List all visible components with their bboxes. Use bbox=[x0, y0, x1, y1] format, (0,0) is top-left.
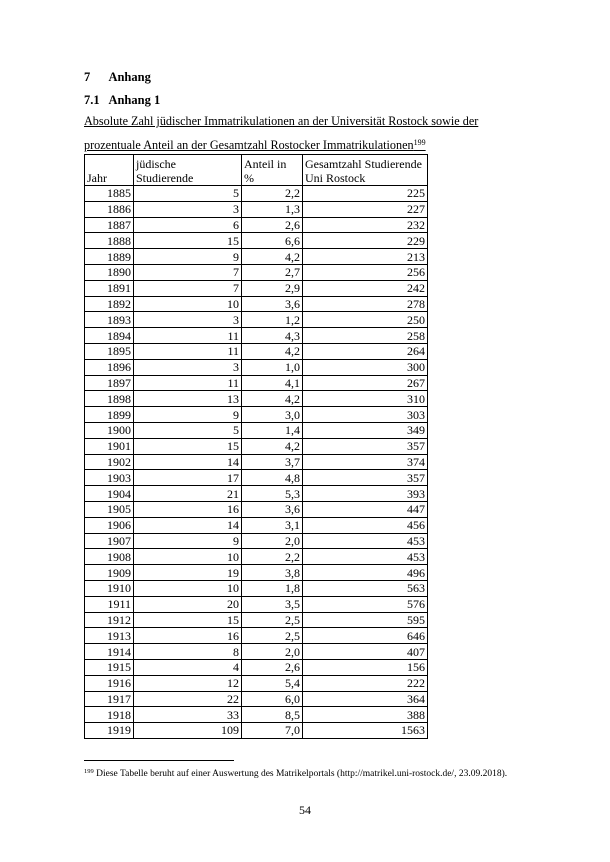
footnote-reference[interactable]: 199 bbox=[413, 138, 426, 147]
table-row bbox=[85, 659, 428, 675]
table-row bbox=[85, 596, 428, 612]
cell-juedische-studierende: 17 bbox=[134, 470, 242, 486]
table-row bbox=[85, 533, 428, 549]
cell-juedische-studierende: 15 bbox=[134, 612, 242, 628]
cell-jahr: 1887 bbox=[85, 217, 134, 233]
header-anteil bbox=[242, 155, 303, 186]
cell-juedische-studierende: 12 bbox=[134, 675, 242, 691]
caption-line-2-text: prozentuale Anteil an der Gesamtzahl Rostocker Immatrikulationen bbox=[84, 138, 414, 152]
cell-jahr: 1913 bbox=[85, 628, 134, 644]
cell-juedische-studierende: 9 bbox=[134, 533, 242, 549]
table-row bbox=[85, 249, 428, 265]
cell-anteil: 5,3 bbox=[242, 486, 303, 502]
cell-juedische-studierende: 14 bbox=[134, 517, 242, 533]
cell-juedische-studierende: 10 bbox=[134, 549, 242, 565]
cell-juedische-studierende: 3 bbox=[134, 201, 242, 217]
cell-gesamtzahl: 357 bbox=[303, 438, 428, 454]
cell-anteil: 2,6 bbox=[242, 659, 303, 675]
cell-jahr: 1888 bbox=[85, 233, 134, 249]
cell-juedische-studierende: 21 bbox=[134, 486, 242, 502]
cell-anteil: 3,0 bbox=[242, 407, 303, 423]
cell-gesamtzahl: 388 bbox=[303, 707, 428, 723]
cell-jahr: 1905 bbox=[85, 501, 134, 517]
cell-juedische-studierende: 3 bbox=[134, 359, 242, 375]
cell-gesamtzahl: 222 bbox=[303, 675, 428, 691]
cell-jahr: 1898 bbox=[85, 391, 134, 407]
cell-anteil: 2,0 bbox=[242, 533, 303, 549]
cell-juedische-studierende: 33 bbox=[134, 707, 242, 723]
header-juedische-line1: jüdische bbox=[136, 157, 176, 171]
cell-gesamtzahl: 250 bbox=[303, 312, 428, 328]
cell-anteil: 5,4 bbox=[242, 675, 303, 691]
table-row bbox=[85, 470, 428, 486]
cell-anteil: 6,6 bbox=[242, 233, 303, 249]
table-row bbox=[85, 312, 428, 328]
cell-jahr: 1918 bbox=[85, 707, 134, 723]
subsection-heading bbox=[84, 93, 160, 108]
cell-anteil: 1,8 bbox=[242, 580, 303, 596]
table-row bbox=[85, 723, 428, 739]
cell-gesamtzahl: 646 bbox=[303, 628, 428, 644]
cell-anteil: 7,0 bbox=[242, 723, 303, 739]
cell-gesamtzahl: 496 bbox=[303, 565, 428, 581]
cell-anteil: 3,5 bbox=[242, 596, 303, 612]
footnote-text: Diese Tabelle beruht auf einer Auswertung des Matrikelportals (http://matrikel.uni-rostock.de/, 23.09.2018). bbox=[96, 769, 508, 779]
cell-anteil: 3,1 bbox=[242, 517, 303, 533]
cell-gesamtzahl: 453 bbox=[303, 533, 428, 549]
cell-jahr: 1890 bbox=[85, 264, 134, 280]
table-row bbox=[85, 233, 428, 249]
cell-gesamtzahl: 357 bbox=[303, 470, 428, 486]
cell-gesamtzahl: 407 bbox=[303, 644, 428, 660]
cell-gesamtzahl: 303 bbox=[303, 407, 428, 423]
table-row bbox=[85, 644, 428, 660]
cell-anteil: 3,6 bbox=[242, 501, 303, 517]
cell-gesamtzahl: 576 bbox=[303, 596, 428, 612]
cell-juedische-studierende: 6 bbox=[134, 217, 242, 233]
table-row bbox=[85, 407, 428, 423]
subsection-number: 7.1 bbox=[84, 93, 100, 107]
cell-jahr: 1906 bbox=[85, 517, 134, 533]
table-row bbox=[85, 359, 428, 375]
header-gesamt-line2: Uni Rostock bbox=[305, 171, 366, 185]
cell-anteil: 2,9 bbox=[242, 280, 303, 296]
cell-jahr: 1912 bbox=[85, 612, 134, 628]
cell-juedische-studierende: 14 bbox=[134, 454, 242, 470]
cell-jahr: 1886 bbox=[85, 201, 134, 217]
table-row bbox=[85, 438, 428, 454]
cell-jahr: 1911 bbox=[85, 596, 134, 612]
cell-juedische-studierende: 22 bbox=[134, 691, 242, 707]
cell-anteil: 4,2 bbox=[242, 391, 303, 407]
cell-jahr: 1894 bbox=[85, 328, 134, 344]
cell-juedische-studierende: 4 bbox=[134, 659, 242, 675]
table-row bbox=[85, 280, 428, 296]
cell-anteil: 4,3 bbox=[242, 328, 303, 344]
cell-gesamtzahl: 349 bbox=[303, 422, 428, 438]
table-caption bbox=[84, 111, 504, 156]
cell-gesamtzahl: 267 bbox=[303, 375, 428, 391]
cell-gesamtzahl: 364 bbox=[303, 691, 428, 707]
table-row bbox=[85, 264, 428, 280]
cell-gesamtzahl: 225 bbox=[303, 186, 428, 202]
cell-gesamtzahl: 453 bbox=[303, 549, 428, 565]
cell-gesamtzahl: 229 bbox=[303, 233, 428, 249]
section-number: 7 bbox=[84, 70, 91, 84]
table-row bbox=[85, 580, 428, 596]
table-row bbox=[85, 628, 428, 644]
cell-jahr: 1907 bbox=[85, 533, 134, 549]
cell-jahr: 1901 bbox=[85, 438, 134, 454]
cell-juedische-studierende: 9 bbox=[134, 407, 242, 423]
cell-jahr: 1914 bbox=[85, 644, 134, 660]
caption-line-2 bbox=[84, 132, 504, 156]
cell-jahr: 1892 bbox=[85, 296, 134, 312]
cell-juedische-studierende: 19 bbox=[134, 565, 242, 581]
cell-gesamtzahl: 300 bbox=[303, 359, 428, 375]
cell-gesamtzahl: 456 bbox=[303, 517, 428, 533]
cell-anteil: 2,5 bbox=[242, 612, 303, 628]
header-jahr: Jahr bbox=[85, 155, 134, 186]
cell-jahr: 1889 bbox=[85, 249, 134, 265]
cell-juedische-studierende: 11 bbox=[134, 343, 242, 359]
cell-anteil: 4,2 bbox=[242, 343, 303, 359]
header-gesamt-line1: Gesamtzahl Studierende bbox=[305, 157, 422, 171]
footnote bbox=[84, 765, 524, 781]
cell-jahr: 1899 bbox=[85, 407, 134, 423]
cell-anteil: 4,2 bbox=[242, 438, 303, 454]
cell-gesamtzahl: 227 bbox=[303, 201, 428, 217]
header-juedische-line2: Studierende bbox=[136, 171, 194, 185]
cell-anteil: 1,3 bbox=[242, 201, 303, 217]
table-row bbox=[85, 375, 428, 391]
table-row bbox=[85, 691, 428, 707]
cell-gesamtzahl: 595 bbox=[303, 612, 428, 628]
cell-gesamtzahl: 156 bbox=[303, 659, 428, 675]
table-row bbox=[85, 549, 428, 565]
cell-anteil: 4,2 bbox=[242, 249, 303, 265]
cell-jahr: 1910 bbox=[85, 580, 134, 596]
table-row bbox=[85, 501, 428, 517]
table-row bbox=[85, 565, 428, 581]
section-title: Anhang bbox=[108, 70, 151, 84]
cell-juedische-studierende: 11 bbox=[134, 375, 242, 391]
cell-juedische-studierende: 20 bbox=[134, 596, 242, 612]
cell-juedische-studierende: 11 bbox=[134, 328, 242, 344]
table-row bbox=[85, 422, 428, 438]
cell-jahr: 1885 bbox=[85, 186, 134, 202]
table-row bbox=[85, 328, 428, 344]
subsection-title: Anhang 1 bbox=[108, 93, 161, 107]
cell-anteil: 1,4 bbox=[242, 422, 303, 438]
cell-gesamtzahl: 393 bbox=[303, 486, 428, 502]
cell-juedische-studierende: 7 bbox=[134, 264, 242, 280]
cell-juedische-studierende: 16 bbox=[134, 628, 242, 644]
header-anteil-line1: Anteil in bbox=[244, 157, 287, 171]
cell-juedische-studierende: 13 bbox=[134, 391, 242, 407]
cell-gesamtzahl: 256 bbox=[303, 264, 428, 280]
immatrikulationen-table bbox=[84, 154, 428, 739]
cell-juedische-studierende: 5 bbox=[134, 422, 242, 438]
header-gesamtzahl bbox=[303, 155, 428, 186]
table-header-row bbox=[85, 155, 428, 186]
table-row bbox=[85, 186, 428, 202]
footnote-number: 199 bbox=[84, 768, 94, 775]
cell-juedische-studierende: 7 bbox=[134, 280, 242, 296]
cell-juedische-studierende: 109 bbox=[134, 723, 242, 739]
cell-gesamtzahl: 242 bbox=[303, 280, 428, 296]
cell-anteil: 1,0 bbox=[242, 359, 303, 375]
cell-anteil: 6,0 bbox=[242, 691, 303, 707]
table-row bbox=[85, 391, 428, 407]
table-row bbox=[85, 707, 428, 723]
table-row bbox=[85, 217, 428, 233]
cell-jahr: 1891 bbox=[85, 280, 134, 296]
table-row bbox=[85, 454, 428, 470]
cell-juedische-studierende: 9 bbox=[134, 249, 242, 265]
cell-gesamtzahl: 563 bbox=[303, 580, 428, 596]
cell-jahr: 1902 bbox=[85, 454, 134, 470]
cell-jahr: 1896 bbox=[85, 359, 134, 375]
cell-anteil: 2,2 bbox=[242, 186, 303, 202]
cell-anteil: 4,8 bbox=[242, 470, 303, 486]
cell-jahr: 1897 bbox=[85, 375, 134, 391]
cell-anteil: 8,5 bbox=[242, 707, 303, 723]
header-anteil-line2: % bbox=[244, 171, 254, 185]
cell-anteil: 2,6 bbox=[242, 217, 303, 233]
cell-anteil: 4,1 bbox=[242, 375, 303, 391]
cell-jahr: 1900 bbox=[85, 422, 134, 438]
cell-jahr: 1904 bbox=[85, 486, 134, 502]
cell-gesamtzahl: 447 bbox=[303, 501, 428, 517]
cell-jahr: 1917 bbox=[85, 691, 134, 707]
cell-gesamtzahl: 278 bbox=[303, 296, 428, 312]
table-row bbox=[85, 343, 428, 359]
cell-anteil: 3,7 bbox=[242, 454, 303, 470]
cell-gesamtzahl: 258 bbox=[303, 328, 428, 344]
table-row bbox=[85, 675, 428, 691]
cell-jahr: 1895 bbox=[85, 343, 134, 359]
cell-juedische-studierende: 10 bbox=[134, 580, 242, 596]
cell-gesamtzahl: 264 bbox=[303, 343, 428, 359]
cell-gesamtzahl: 374 bbox=[303, 454, 428, 470]
cell-juedische-studierende: 5 bbox=[134, 186, 242, 202]
cell-gesamtzahl: 232 bbox=[303, 217, 428, 233]
table-row bbox=[85, 517, 428, 533]
table-row bbox=[85, 486, 428, 502]
cell-anteil: 2,5 bbox=[242, 628, 303, 644]
cell-jahr: 1916 bbox=[85, 675, 134, 691]
cell-juedische-studierende: 16 bbox=[134, 501, 242, 517]
cell-gesamtzahl: 213 bbox=[303, 249, 428, 265]
section-heading bbox=[84, 70, 151, 85]
cell-jahr: 1909 bbox=[85, 565, 134, 581]
cell-juedische-studierende: 15 bbox=[134, 438, 242, 454]
cell-jahr: 1903 bbox=[85, 470, 134, 486]
header-juedische-studierende bbox=[134, 155, 242, 186]
cell-juedische-studierende: 3 bbox=[134, 312, 242, 328]
cell-juedische-studierende: 15 bbox=[134, 233, 242, 249]
cell-gesamtzahl: 310 bbox=[303, 391, 428, 407]
table-body bbox=[85, 186, 428, 739]
table-row bbox=[85, 201, 428, 217]
cell-anteil: 2,0 bbox=[242, 644, 303, 660]
footnote-divider bbox=[84, 760, 234, 761]
page-number: 54 bbox=[299, 803, 311, 817]
cell-gesamtzahl: 1563 bbox=[303, 723, 428, 739]
cell-jahr: 1908 bbox=[85, 549, 134, 565]
cell-anteil: 2,7 bbox=[242, 264, 303, 280]
cell-anteil: 1,2 bbox=[242, 312, 303, 328]
cell-jahr: 1919 bbox=[85, 723, 134, 739]
cell-anteil: 3,6 bbox=[242, 296, 303, 312]
cell-anteil: 2,2 bbox=[242, 549, 303, 565]
cell-juedische-studierende: 8 bbox=[134, 644, 242, 660]
table-row bbox=[85, 612, 428, 628]
table-row bbox=[85, 296, 428, 312]
cell-anteil: 3,8 bbox=[242, 565, 303, 581]
caption-line-1: Absolute Zahl jüdischer Immatrikulationen an der Universität Rostock sowie der bbox=[84, 114, 479, 128]
cell-jahr: 1893 bbox=[85, 312, 134, 328]
cell-jahr: 1915 bbox=[85, 659, 134, 675]
cell-juedische-studierende: 10 bbox=[134, 296, 242, 312]
